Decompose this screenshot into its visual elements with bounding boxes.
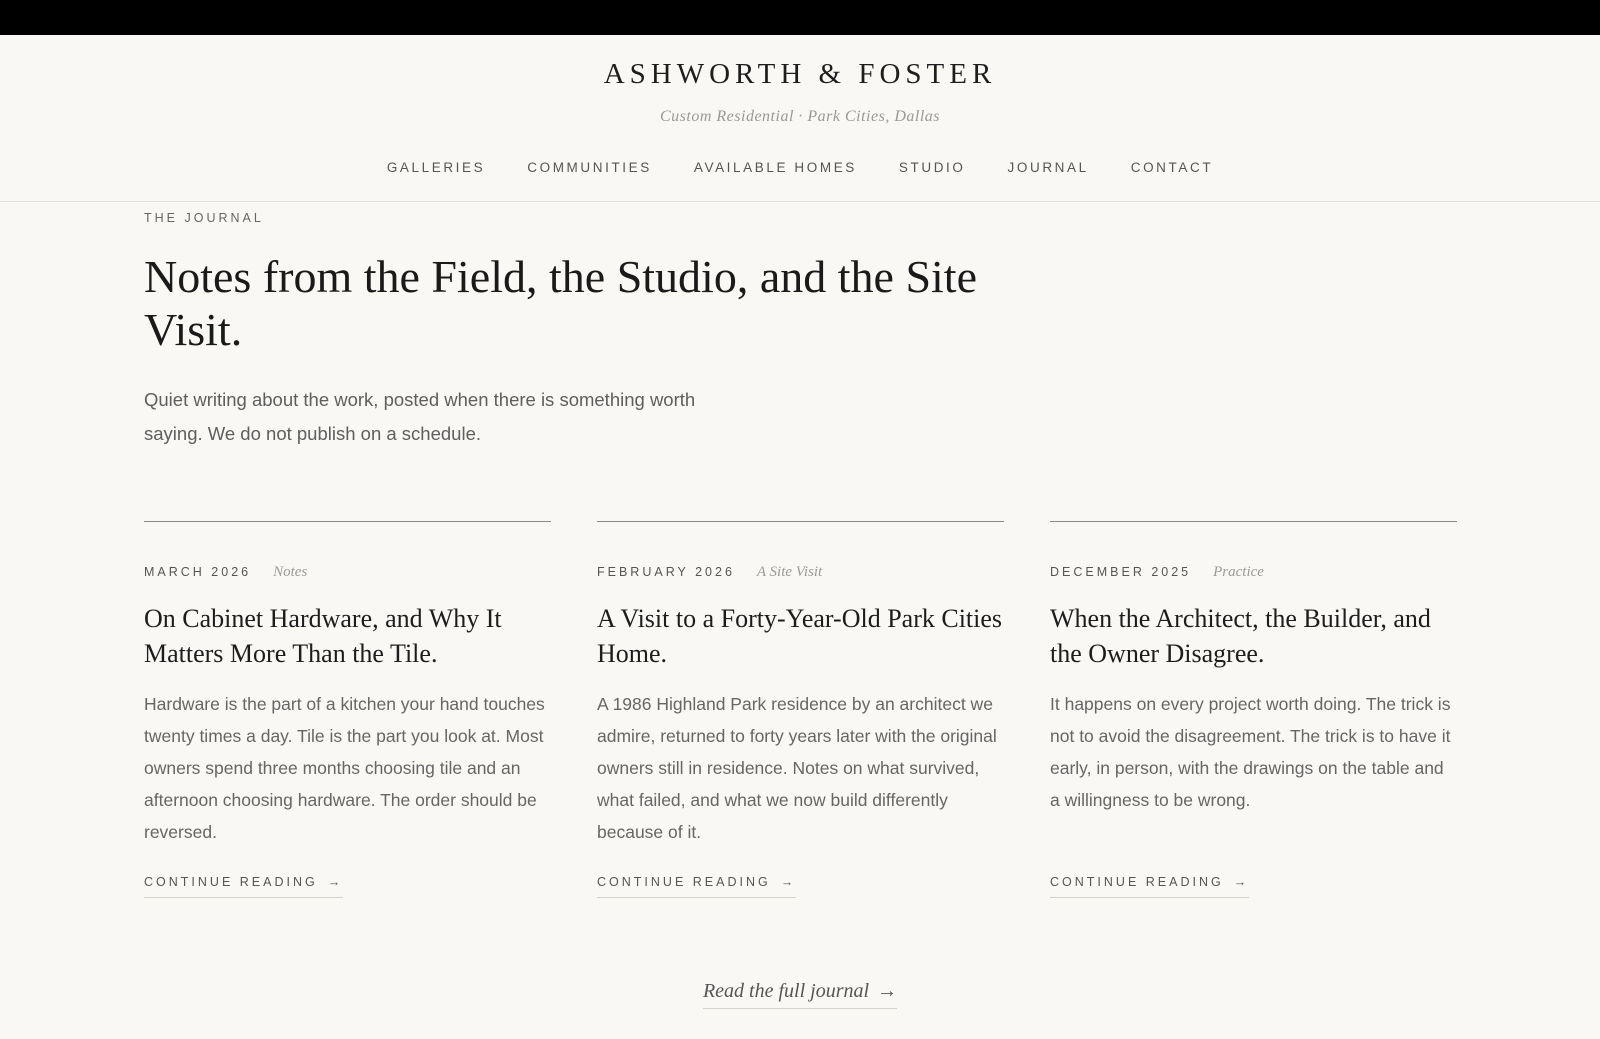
card-divider	[1050, 521, 1457, 522]
nav-contact[interactable]: CONTACT	[1130, 160, 1214, 175]
brand-logo[interactable]: ASHWORTH & FOSTER	[603, 58, 997, 90]
post-date: MARCH 2026	[144, 565, 252, 579]
header-divider	[0, 201, 1600, 202]
post-category: A Site Visit	[756, 564, 823, 580]
continue-reading-label: CONTINUE READING	[144, 875, 318, 889]
nav-studio[interactable]: STUDIO	[898, 160, 966, 175]
arrow-right-icon: →	[877, 980, 898, 1002]
post-date: FEBRUARY 2026	[597, 565, 735, 579]
read-full-journal-label: Read the full journal	[702, 980, 870, 1002]
arrow-right-icon: →	[1233, 875, 1250, 889]
post-excerpt: Hardware is the part of a kitchen your hand touches twenty times a day. Tile is the part you look at. Most owners spend three months choosing tile and an afternoon choosing hardware. The order should be reversed.	[144, 694, 545, 842]
continue-reading-link[interactable]	[1050, 875, 1249, 898]
nav-available-homes[interactable]: AVAILABLE HOMES	[693, 160, 857, 175]
intro-text: Quiet writing about the work, posted when there is something worth saying. We do not publish on a schedule.	[144, 389, 696, 444]
post-category: Practice	[1213, 564, 1264, 580]
post-card	[597, 521, 1004, 898]
post-meta	[144, 564, 551, 584]
post-title[interactable]: On Cabinet Hardware, and Why It Matters More Than the Tile.	[144, 604, 502, 668]
read-full-journal-link[interactable]	[703, 980, 897, 1009]
post-title[interactable]: A Visit to a Forty-Year-Old Park Cities Home.	[597, 604, 1003, 668]
post-excerpt: A 1986 Highland Park residence by an architect we admire, returned to forty years later with the original owners still in residence. Notes on what survived, what failed, and what we now build differently because of it.	[597, 694, 997, 842]
brand-tagline: Custom Residential · Park Cities, Dallas	[660, 108, 940, 125]
post-title[interactable]: When the Architect, the Builder, and the Owner Disagree.	[1050, 604, 1431, 668]
page-title: Notes from the Field, the Studio, and the Site Visit.	[144, 251, 978, 355]
continue-reading-label: CONTINUE READING	[597, 875, 771, 889]
browser-top-bar	[0, 0, 1600, 35]
post-category: Notes	[273, 564, 308, 580]
main-nav	[0, 160, 1600, 175]
post-meta	[597, 564, 1004, 584]
full-journal-wrap	[0, 980, 1600, 1003]
continue-reading-label: CONTINUE READING	[1050, 875, 1224, 889]
nav-communities[interactable]: COMMUNITIES	[527, 160, 652, 175]
nav-galleries[interactable]: GALLERIES	[386, 160, 486, 175]
post-card	[1050, 521, 1457, 898]
arrow-right-icon: →	[780, 875, 797, 889]
continue-reading-link[interactable]	[144, 875, 343, 898]
nav-journal[interactable]: JOURNAL	[1007, 160, 1089, 175]
card-divider	[597, 521, 1004, 522]
continue-reading-link[interactable]	[597, 875, 796, 898]
arrow-right-icon: →	[327, 875, 344, 889]
post-card	[144, 521, 551, 898]
post-meta	[1050, 564, 1457, 584]
post-excerpt: It happens on every project worth doing. The trick is not to avoid the disagreement. The trick is to have it early, in person, with the drawings on the table and a willingness to be wrong.	[1050, 694, 1451, 810]
post-date: DECEMBER 2025	[1050, 565, 1192, 579]
section-eyebrow: THE JOURNAL	[144, 211, 264, 225]
card-divider	[144, 521, 551, 522]
